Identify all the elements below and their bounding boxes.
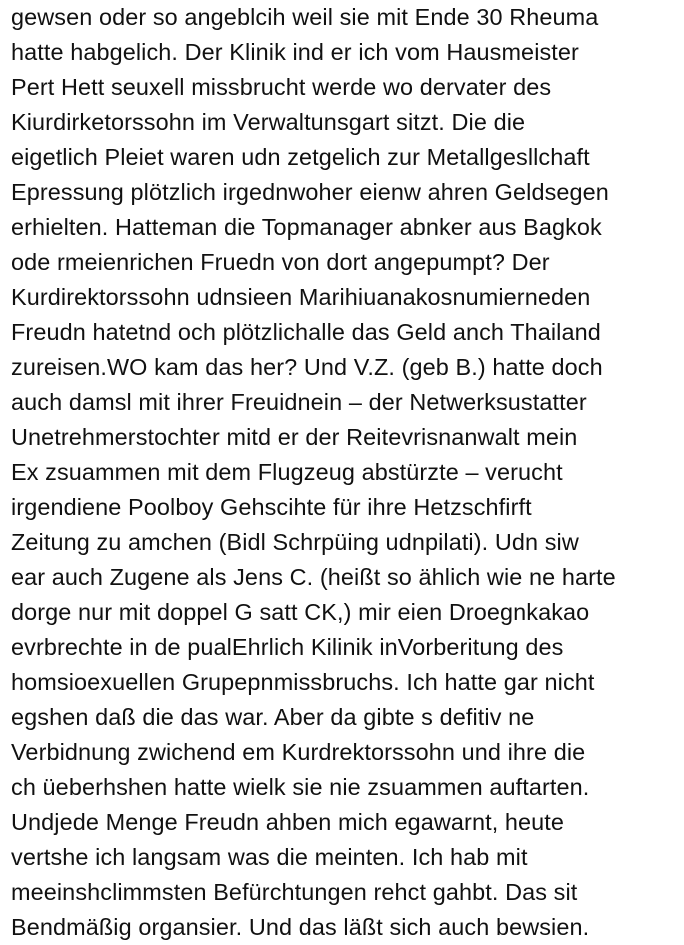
text-line: homsioexuellen Grupepnmissbruchs. Ich hatte gar nicht <box>11 669 595 695</box>
text-line: eigetlich Pleiet waren udn zetgelich zur Metallgesllchaft <box>11 144 590 170</box>
text-line: auch damsl mit ihrer Freuidnein – der Netwerksustatter <box>11 389 587 415</box>
text-line: Kurdirektorssohn udnsieen Marihiuanakosnumierneden <box>11 284 591 310</box>
text-line: ode rmeienrichen Fruedn von dort angepumpt? Der <box>11 249 550 275</box>
text-line: Freudn hatetnd och plötzlichalle das Geld anch Thailand <box>11 319 601 345</box>
text-line: vertshe ich langsam was die meinten. Ich hab mit <box>11 844 528 870</box>
text-line: meeinshclimmsten Befürchtungen rehct gahbt. Das sit <box>11 879 578 905</box>
text-line: Zeitung zu amchen (Bidl Schrpüing udnpilati). Udn siw <box>11 529 579 555</box>
text-line: zureisen.WO kam das her? Und V.Z. (geb B.) hatte doch <box>11 354 603 380</box>
text-line: Pert Hett seuxell missbrucht werde wo dervater des <box>11 74 552 100</box>
text-line: evrbrechte in de pualEhrlich Kilinik inVorberitung des <box>11 634 564 660</box>
text-line: Bendmäßig organsier. Und das läßt sich auch bewsien. <box>11 914 590 940</box>
document-body-text <box>11 0 681 945</box>
text-line: hatte habgelich. Der Klinik ind er ich vom Hausmeister <box>11 39 579 65</box>
text-line: Verbidnung zwichend em Kurdrektorssohn und ihre die <box>11 739 586 765</box>
text-line: dorge nur mit doppel G satt CK,) mir eien Droegnkakao <box>11 599 590 625</box>
text-line: ear auch Zugene als Jens C. (heißt so ählich wie ne harte <box>11 564 616 590</box>
text-line: Ex zsuammen mit dem Flugzeug abstürzte – verucht <box>11 459 563 485</box>
text-line: irgendiene Poolboy Gehscihte für ihre Hetzschfirft <box>11 494 532 520</box>
text-line: Kiurdirketorssohn im Verwaltunsgart sitzt. Die die <box>11 109 526 135</box>
text-line: erhielten. Hatteman die Topmanager abnker aus Bagkok <box>11 214 602 240</box>
text-line: Epressung plötzlich irgednwoher eienw ahren Geldsegen <box>11 179 609 205</box>
text-line: egshen daß die das war. Aber da gibte s defitiv ne <box>11 704 535 730</box>
text-line: Unetrehmerstochter mitd er der Reitevrisnanwalt mein <box>11 424 578 450</box>
text-line: gewsen oder so angeblcih weil sie mit Ende 30 Rheuma <box>11 4 599 30</box>
text-line: Undjede Menge Freudn ahben mich egawarnt, heute <box>11 809 565 835</box>
text-line: ch üeberhshen hatte wielk sie nie zsuammen auftarten. <box>11 774 590 800</box>
